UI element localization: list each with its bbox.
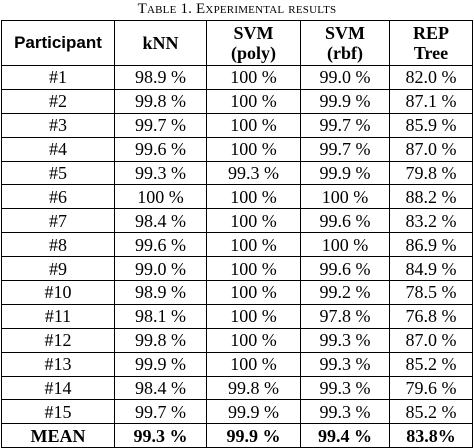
participant-cell: #5 bbox=[2, 161, 115, 185]
header-rep-tree-line-2: Tree bbox=[413, 43, 449, 63]
rep-tree-cell: 83.2 % bbox=[390, 209, 473, 233]
header-participant-line: Participant bbox=[14, 33, 102, 52]
mean-svm-poly-cell: 99.9 % bbox=[207, 424, 301, 448]
svm-rbf-cell: 100 % bbox=[301, 185, 390, 209]
header-svm-poly-line-1: SVM bbox=[233, 23, 274, 43]
header-svm-rbf-line-1: SVM bbox=[325, 23, 365, 43]
rep-tree-cell: 82.0 % bbox=[390, 66, 473, 90]
header-rep-tree bbox=[390, 21, 473, 66]
svm-rbf-cell: 99.3 % bbox=[301, 328, 390, 352]
participant-cell: #12 bbox=[2, 328, 115, 352]
table-row bbox=[2, 304, 473, 328]
results-table bbox=[1, 20, 473, 448]
rep-tree-cell: 78.5 % bbox=[390, 281, 473, 305]
svm-rbf-cell: 99.9 % bbox=[301, 89, 390, 113]
rep-tree-cell: 87.1 % bbox=[390, 89, 473, 113]
knn-cell: 100 % bbox=[115, 185, 207, 209]
participant-cell: #7 bbox=[2, 209, 115, 233]
participant-cell: #4 bbox=[2, 137, 115, 161]
header-knn bbox=[115, 21, 207, 66]
svm-poly-cell: 99.3 % bbox=[207, 161, 301, 185]
rep-tree-cell: 85.2 % bbox=[390, 400, 473, 424]
table-row bbox=[2, 113, 473, 137]
header-svm-poly-line-2: (poly) bbox=[231, 43, 276, 63]
knn-cell: 98.9 % bbox=[115, 281, 207, 305]
table-row bbox=[2, 89, 473, 113]
table-row bbox=[2, 376, 473, 400]
svm-poly-cell: 100 % bbox=[207, 352, 301, 376]
svm-poly-cell: 100 % bbox=[207, 257, 301, 281]
svm-rbf-cell: 99.7 % bbox=[301, 137, 390, 161]
table-row bbox=[2, 400, 473, 424]
svm-rbf-cell: 99.9 % bbox=[301, 161, 390, 185]
svm-poly-cell: 100 % bbox=[207, 304, 301, 328]
svm-poly-cell: 100 % bbox=[207, 233, 301, 257]
svm-rbf-cell: 99.6 % bbox=[301, 209, 390, 233]
table-row bbox=[2, 185, 473, 209]
knn-cell: 98.1 % bbox=[115, 304, 207, 328]
knn-cell: 99.8 % bbox=[115, 89, 207, 113]
participant-cell: #8 bbox=[2, 233, 115, 257]
svm-rbf-cell: 99.3 % bbox=[301, 400, 390, 424]
svm-rbf-cell: 99.6 % bbox=[301, 257, 390, 281]
table-row bbox=[2, 281, 473, 305]
rep-tree-cell: 85.9 % bbox=[390, 113, 473, 137]
svm-rbf-cell: 99.2 % bbox=[301, 281, 390, 305]
mean-row bbox=[2, 424, 473, 448]
participant-cell: #14 bbox=[2, 376, 115, 400]
svm-rbf-cell: 99.3 % bbox=[301, 352, 390, 376]
knn-cell: 99.6 % bbox=[115, 233, 207, 257]
mean-rep-tree-cell: 83.8% bbox=[390, 424, 473, 448]
header-rep-tree-line-1: REP bbox=[413, 23, 449, 43]
knn-cell: 99.7 % bbox=[115, 113, 207, 137]
svm-rbf-cell: 100 % bbox=[301, 233, 390, 257]
svm-poly-cell: 100 % bbox=[207, 328, 301, 352]
table-row bbox=[2, 137, 473, 161]
participant-cell: #2 bbox=[2, 89, 115, 113]
table-caption: Table 1. Experimental results bbox=[137, 1, 337, 17]
participant-cell: #9 bbox=[2, 257, 115, 281]
svm-poly-cell: 100 % bbox=[207, 209, 301, 233]
svm-poly-cell: 100 % bbox=[207, 185, 301, 209]
mean-svm-rbf-cell: 99.4 % bbox=[301, 424, 390, 448]
svm-rbf-cell: 99.0 % bbox=[301, 66, 390, 90]
header-participant bbox=[2, 21, 115, 66]
table-row bbox=[2, 209, 473, 233]
rep-tree-cell: 79.8 % bbox=[390, 161, 473, 185]
table-row bbox=[2, 233, 473, 257]
rep-tree-cell: 88.2 % bbox=[390, 185, 473, 209]
rep-tree-cell: 87.0 % bbox=[390, 328, 473, 352]
rep-tree-cell: 76.8 % bbox=[390, 304, 473, 328]
knn-cell: 98.4 % bbox=[115, 209, 207, 233]
table-row bbox=[2, 257, 473, 281]
svm-poly-cell: 100 % bbox=[207, 281, 301, 305]
rep-tree-cell: 79.6 % bbox=[390, 376, 473, 400]
table-row bbox=[2, 328, 473, 352]
participant-cell: #11 bbox=[2, 304, 115, 328]
rep-tree-cell: 85.2 % bbox=[390, 352, 473, 376]
knn-cell: 99.7 % bbox=[115, 400, 207, 424]
knn-cell: 99.9 % bbox=[115, 352, 207, 376]
knn-cell: 98.9 % bbox=[115, 66, 207, 90]
header-svm-rbf bbox=[301, 21, 390, 66]
rep-tree-cell: 84.9 % bbox=[390, 257, 473, 281]
svm-rbf-cell: 99.3 % bbox=[301, 376, 390, 400]
participant-cell: #10 bbox=[2, 281, 115, 305]
rep-tree-cell: 87.0 % bbox=[390, 137, 473, 161]
participant-cell: #1 bbox=[2, 66, 115, 90]
table-row bbox=[2, 352, 473, 376]
header-svm-rbf-line-2: (rbf) bbox=[327, 43, 363, 63]
knn-cell: 99.3 % bbox=[115, 161, 207, 185]
table-body bbox=[2, 66, 473, 448]
participant-cell: #13 bbox=[2, 352, 115, 376]
table-row bbox=[2, 161, 473, 185]
header-knn-line: kNN bbox=[142, 33, 179, 53]
mean-knn-cell: 99.3 % bbox=[115, 424, 207, 448]
svm-poly-cell: 99.9 % bbox=[207, 400, 301, 424]
rep-tree-cell: 86.9 % bbox=[390, 233, 473, 257]
svm-poly-cell: 100 % bbox=[207, 113, 301, 137]
participant-cell: #15 bbox=[2, 400, 115, 424]
svm-poly-cell: 100 % bbox=[207, 66, 301, 90]
header-row bbox=[2, 21, 473, 66]
knn-cell: 99.6 % bbox=[115, 137, 207, 161]
table-header bbox=[2, 21, 473, 66]
table-row bbox=[2, 66, 473, 90]
knn-cell: 99.0 % bbox=[115, 257, 207, 281]
svm-rbf-cell: 97.8 % bbox=[301, 304, 390, 328]
header-svm-poly bbox=[207, 21, 301, 66]
participant-cell: #3 bbox=[2, 113, 115, 137]
knn-cell: 99.8 % bbox=[115, 328, 207, 352]
participant-cell: #6 bbox=[2, 185, 115, 209]
svm-rbf-cell: 99.7 % bbox=[301, 113, 390, 137]
svm-poly-cell: 100 % bbox=[207, 89, 301, 113]
svm-poly-cell: 100 % bbox=[207, 137, 301, 161]
svm-poly-cell: 99.8 % bbox=[207, 376, 301, 400]
mean-label-cell: MEAN bbox=[2, 424, 115, 448]
knn-cell: 98.4 % bbox=[115, 376, 207, 400]
